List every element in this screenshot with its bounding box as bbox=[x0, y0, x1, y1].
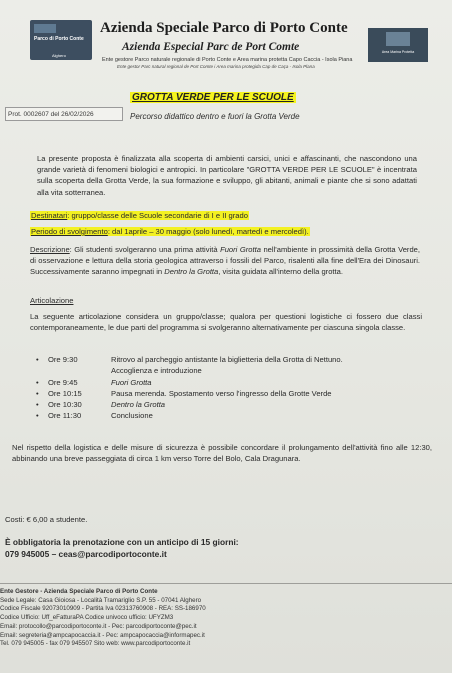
booking-notice bbox=[5, 537, 239, 560]
destinatari-label: Destinatari bbox=[31, 211, 68, 220]
schedule-time: Ore 9:45 bbox=[48, 377, 78, 387]
schedule-time: Ore 10:15 bbox=[48, 388, 82, 398]
org-description-catalan: Ente gestor Parc natural regional de Port Comte i Area marina protegida Cap de Caça - Isola Plana bbox=[117, 64, 315, 69]
bullet-icon: • bbox=[36, 377, 39, 387]
bullet-icon: • bbox=[36, 400, 39, 410]
schedule-desc: Conclusione bbox=[111, 411, 153, 421]
bullet-icon: • bbox=[36, 355, 39, 364]
logo-emblem-right bbox=[386, 32, 410, 46]
destinatari-line bbox=[30, 211, 249, 220]
schedule-desc: Fuori Grotta bbox=[111, 377, 152, 387]
footer-line: Codice Fiscale 92073010909 - Partita Iva 02313760908 - REA: SS-186970 bbox=[0, 605, 206, 613]
logo-left-text: Parco di Porto Conte bbox=[34, 36, 84, 42]
schedule-desc: Ritrovo al parcheggio antistante la biglietteria della Grotta di Nettuno. bbox=[111, 355, 343, 364]
footer-line: Tel. 079 945005 - fax 079 945507 Sito web: www.parcodiportoconte.it bbox=[0, 640, 191, 648]
booking-line-1: È obbligatoria la prenotazione con un anticipo di 15 giorni: bbox=[5, 537, 239, 547]
park-logo bbox=[30, 20, 92, 60]
descrizione-italic-2: Dentro la Grotta bbox=[164, 267, 219, 277]
destinatari-text: : gruppo/classe delle Scuole secondarie di I e II grado bbox=[67, 211, 248, 220]
org-name-catalan: Azienda Especial Parc de Port Comte bbox=[122, 41, 300, 53]
descrizione-text-3: , visita guidata all'interno della grotta. bbox=[218, 267, 343, 277]
intro-paragraph: La presente proposta è finalizzata alla scoperta di ambienti carsici, unici e affascinanti, che nascondono una grande varietà di fenomeni biologici e antropici. In particolare "GROTTA VERDE PER LE SCUOLE" è incentrata sulla scoperta della Grotta Verde, la sua formazione e sviluppo, gli abitanti, animali e piante che si sono adattati alla vita sotterranea. bbox=[37, 154, 417, 197]
document-subtitle: Percorso didattico dentro e fuori la Grotta Verde bbox=[130, 112, 300, 121]
descrizione-text-1: : Gli studenti svolgeranno una prima attività bbox=[69, 245, 221, 254]
schedule-item bbox=[36, 410, 436, 421]
periodo-line bbox=[30, 227, 310, 236]
schedule-desc: Dentro la Grotta bbox=[111, 400, 166, 410]
descrizione-label: Descrizione bbox=[30, 245, 70, 254]
schedule-item bbox=[36, 354, 436, 365]
schedule-item bbox=[36, 399, 436, 410]
cost-line: Costi: € 6,00 a studente. bbox=[5, 515, 88, 524]
footer-divider bbox=[0, 583, 452, 584]
schedule-list bbox=[36, 354, 436, 422]
schedule-desc: Accoglienza e introduzione bbox=[111, 366, 202, 376]
schedule-item bbox=[36, 388, 436, 399]
descrizione-text-2: nell'ambiente in prossimità della Grotta Verde, di osservazione e lettura della storia geologica attraverso i fossili del Parco, risalenti alla fine dell'Era dei Dinosauri. Successivamente saranno impegnati in bbox=[30, 245, 421, 277]
footer-line: Email: protocollo@parcodiportoconte.it - Pec: parcodiportoconte@pec.it bbox=[0, 622, 197, 630]
periodo-text: : dal 1aprile – 30 maggio (solo lunedì, martedì e mercoledì). bbox=[107, 227, 309, 236]
booking-contact: 079 945005 – ceas@parcodiportoconte.it bbox=[5, 548, 167, 559]
marine-area-logo bbox=[368, 28, 428, 62]
logo-left-sub: Alghero bbox=[52, 53, 66, 58]
descrizione-italic-1: Fuori Grotta bbox=[220, 245, 261, 254]
schedule-item bbox=[36, 377, 436, 388]
footer bbox=[0, 588, 452, 649]
bullet-icon: • bbox=[36, 388, 39, 398]
bullet-icon: • bbox=[36, 411, 39, 421]
articolazione-paragraph: La seguente articolazione considera un gruppo/classe; qualora per questioni logistiche ci fossero due classi contemporaneamente, le due parti del programma si svolgeranno alternativamente per ciascuna singola classe. bbox=[30, 312, 422, 333]
schedule-time: Ore 10:30 bbox=[48, 400, 82, 410]
org-description: Ente gestore Parco naturale regionale di Porto Conte e Area marina protetta Capo Caccia - Isola Piana bbox=[102, 57, 353, 63]
footer-line: Ente Gestore - Azienda Speciale Parco di Porto Conte bbox=[0, 588, 158, 595]
descrizione-paragraph bbox=[30, 244, 420, 278]
footer-line: Codice Ufficio: Uff_eFatturaPA Codice univoco ufficio: UFYZM3 bbox=[0, 614, 174, 622]
footer-line: Email: segreteria@ampcapocaccia.it - Pec: ampcapocaccia@informapec.it bbox=[0, 631, 205, 639]
schedule-desc: Pausa merenda. Spostamento verso l'ingresso della Grotte Verde bbox=[111, 388, 332, 398]
logo-emblem bbox=[34, 24, 56, 33]
periodo-label: Periodo di svolgimento bbox=[31, 227, 108, 236]
schedule-item bbox=[36, 365, 436, 376]
logo-right-text: Area Marina Protetta bbox=[381, 50, 415, 54]
schedule-time: Ore 11:30 bbox=[48, 411, 82, 421]
schedule-time: Ore 9:30 bbox=[48, 355, 78, 364]
protocol-stamp: Prot. 0002607 del 26/02/2026 bbox=[5, 107, 123, 121]
document-title: GROTTA VERDE PER LE SCUOLE bbox=[132, 92, 294, 103]
footer-line: Sede Legale: Casa Gioiosa - Località Tramariglio S.P. 55 - 07041 Alghero bbox=[0, 596, 202, 604]
extension-paragraph: Nel rispetto della logistica e delle misure di sicurezza è possibile concordare il prolungamento dell'attività fino alle 12:30, abbinando una breve passeggiata di circa 1 km verso Torre del Bolo, Cala Dragunara. bbox=[12, 443, 432, 464]
articolazione-heading: Articolazione bbox=[30, 296, 74, 305]
org-name: Azienda Speciale Parco di Porto Conte bbox=[100, 20, 348, 36]
